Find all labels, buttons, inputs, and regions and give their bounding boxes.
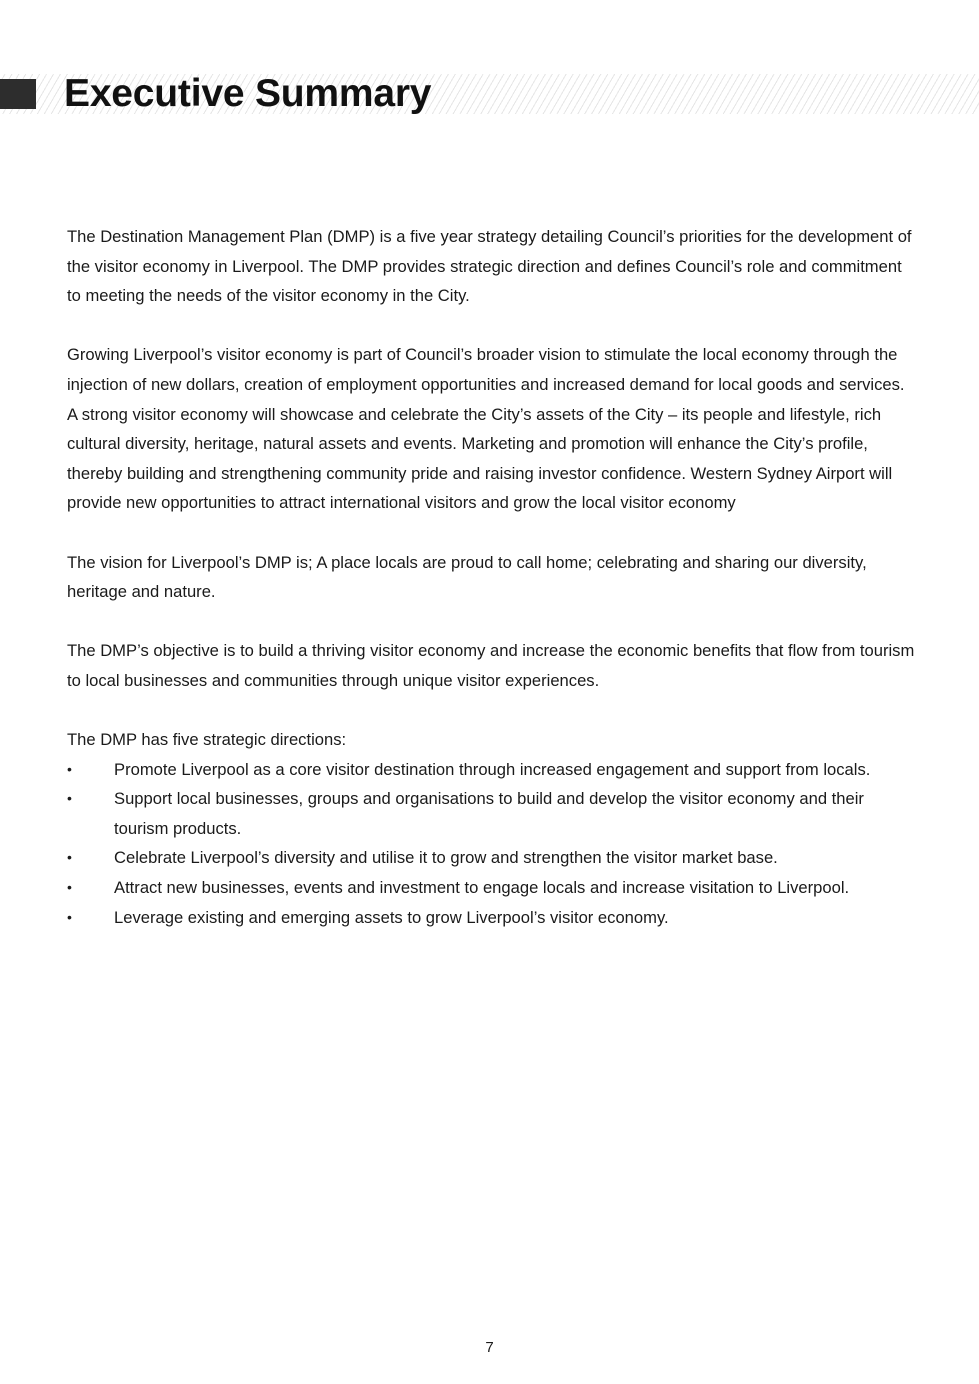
growth-paragraph: Growing Liverpool’s visitor economy is part of Council’s broader vision to stimulate the local economy through the injection of new dollars, creation of employment opportunities and increased demand for local goods and services. A strong visitor economy will showcase and celebrate the City’s assets of the City – its people and lifestyle, rich cultural diversity, heritage, natural assets and events. Marketing and promotion will enhance the City’s profile, thereby building and strengthening community pride and raising investor confidence. Western Sydney Airport will provide new opportunities to attract international visitors and grow the local visitor economy bbox=[67, 345, 905, 513]
bullet-icon: • bbox=[67, 908, 72, 925]
list-item bbox=[67, 843, 917, 873]
directions-intro: The DMP has five strategic directions: bbox=[67, 730, 347, 750]
strategic-directions-list bbox=[67, 755, 917, 933]
list-item bbox=[67, 873, 917, 903]
bullet-icon: • bbox=[67, 849, 72, 866]
list-item-text: Attract new businesses, events and investment to engage locals and increase visitation to Liverpool. bbox=[114, 878, 850, 898]
list-item-text: Celebrate Liverpool’s diversity and utilise it to grow and strengthen the visitor market base. bbox=[114, 848, 778, 868]
header-square-marker bbox=[0, 79, 36, 109]
page-title: Executive Summary bbox=[64, 72, 432, 115]
document-body bbox=[67, 222, 917, 932]
list-item bbox=[67, 903, 917, 933]
list-item bbox=[67, 784, 917, 843]
list-item-text: Support local businesses, groups and organisations to build and develop the visitor economy and their tourism products. bbox=[114, 789, 864, 838]
vision-paragraph: The vision for Liverpool’s DMP is; A place locals are proud to call home; celebrating and sharing our diversity, heritage and nature. bbox=[67, 552, 867, 602]
bullet-icon: • bbox=[67, 760, 72, 777]
page-number: 7 bbox=[485, 1339, 494, 1356]
list-item-text: Promote Liverpool as a core visitor destination through increased engagement and support from locals. bbox=[114, 759, 871, 779]
bullet-icon: • bbox=[67, 879, 72, 896]
bullet-icon: • bbox=[67, 790, 72, 807]
objective-paragraph: The DMP’s objective is to build a thriving visitor economy and increase the economic benefits that flow from tourism to local businesses and communities through unique visitor experiences. bbox=[67, 641, 915, 690]
list-item bbox=[67, 755, 917, 785]
list-item-text: Leverage existing and emerging assets to grow Liverpool’s visitor economy. bbox=[114, 907, 669, 927]
intro-paragraph: The Destination Management Plan (DMP) is a five year strategy detailing Council’s priorities for the development of the visitor economy in Liverpool. The DMP provides strategic direction and defines Council’s role and commitment to meeting the needs of the visitor economy in the City. bbox=[67, 227, 912, 306]
